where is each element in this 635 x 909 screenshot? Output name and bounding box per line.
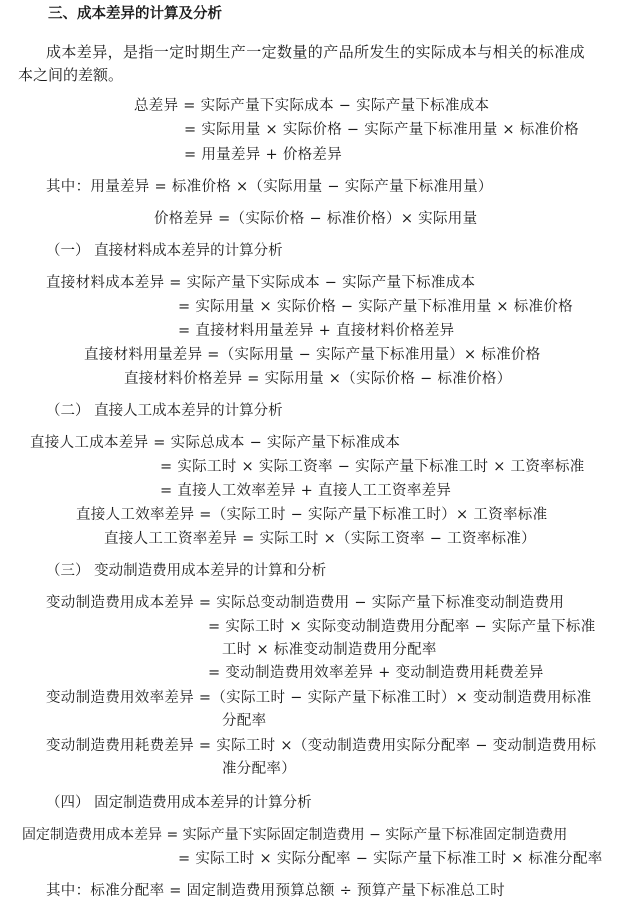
formula-line: 直接人工工资率差异 = 实际工时 ×（实际工资率 − 工资率标准）	[104, 531, 536, 547]
formula-line: 直接人工成本差异 = 实际总成本 − 实际产量下标准成本	[30, 435, 401, 451]
subsection-title: （二） 直接人工成本差异的计算分析	[46, 403, 283, 419]
formula-line: = 直接材料用量差异 + 直接材料价格差异	[178, 323, 455, 339]
formula-line: 直接材料价格差异 = 实际用量 ×（实际价格 − 标准价格）	[124, 371, 512, 387]
formula-line: = 实际工时 × 实际工资率 − 实际产量下标准工时 × 工资率标准	[160, 459, 585, 475]
formula-line: = 直接人工效率差异 + 直接人工工资率差异	[160, 483, 452, 499]
formula-line: = 实际工时 × 实际分配率 − 实际产量下标准工时 × 标准分配率	[178, 851, 603, 867]
section-heading: 三、成本差异的计算及分析	[48, 6, 222, 22]
formula-note: 其中：标准分配率 = 固定制造费用预算总额 ÷ 预算产量下标准总工时	[46, 883, 505, 899]
formula-line: = 实际工时 × 实际变动制造费用分配率 − 实际产量下标准	[208, 619, 596, 635]
formula-line: 准分配率）	[222, 761, 296, 777]
intro-line-2: 本之间的差额。	[18, 66, 124, 84]
formula-line: 变动制造费用耗费差异 = 实际工时 ×（变动制造费用实际分配率 − 变动制造费用标	[46, 738, 597, 754]
formula-line: 工时 × 标准变动制造费用分配率	[222, 642, 437, 658]
formula-note: 其中：用量差异 = 标准价格 ×（实际用量 − 实际产量下标准用量）	[46, 179, 493, 195]
formula-line: 直接材料成本差异 = 实际产量下实际成本 − 实际产量下标准成本	[46, 275, 476, 291]
formula-line: 变动制造费用成本差异 = 实际总变动制造费用 − 实际产量下标准变动制造费用	[46, 595, 565, 611]
formula-line: 直接材料用量差异 =（实际用量 − 实际产量下标准用量）× 标准价格	[84, 347, 541, 363]
formula-line: = 变动制造费用效率差异 + 变动制造费用耗费差异	[208, 665, 544, 681]
formula-line: = 用量差异 + 价格差异	[184, 147, 343, 163]
formula-line: 总差异 = 实际产量下实际成本 − 实际产量下标准成本	[134, 98, 490, 114]
formula-line: 变动制造费用效率差异 =（实际工时 − 实际产量下标准工时）× 变动制造费用标准	[46, 690, 592, 706]
formula-line: 直接人工效率差异 =（实际工时 − 实际产量下标准工时）× 工资率标准	[76, 507, 548, 523]
formula-line: = 实际用量 × 实际价格 − 实际产量下标准用量 × 标准价格	[178, 299, 573, 315]
intro-line-1: 成本差异，是指一定时期生产一定数量的产品所发生的实际成本与相关的标准成	[46, 43, 586, 61]
subsection-title: （一） 直接材料成本差异的计算分析	[46, 243, 283, 259]
subsection-title: （四） 固定制造费用成本差异的计算分析	[46, 795, 312, 811]
formula-line: = 实际用量 × 实际价格 − 实际产量下标准用量 × 标准价格	[184, 122, 579, 138]
formula-line: 分配率	[222, 713, 267, 729]
formula-note: 价格差异 =（实际价格 − 标准价格）× 实际用量	[154, 211, 478, 227]
formula-line: 固定制造费用成本差异 = 实际产量下实际固定制造费用 − 实际产量下标准固定制造费用	[22, 827, 568, 843]
subsection-title: （三） 变动制造费用成本差异的计算和分析	[46, 563, 327, 579]
